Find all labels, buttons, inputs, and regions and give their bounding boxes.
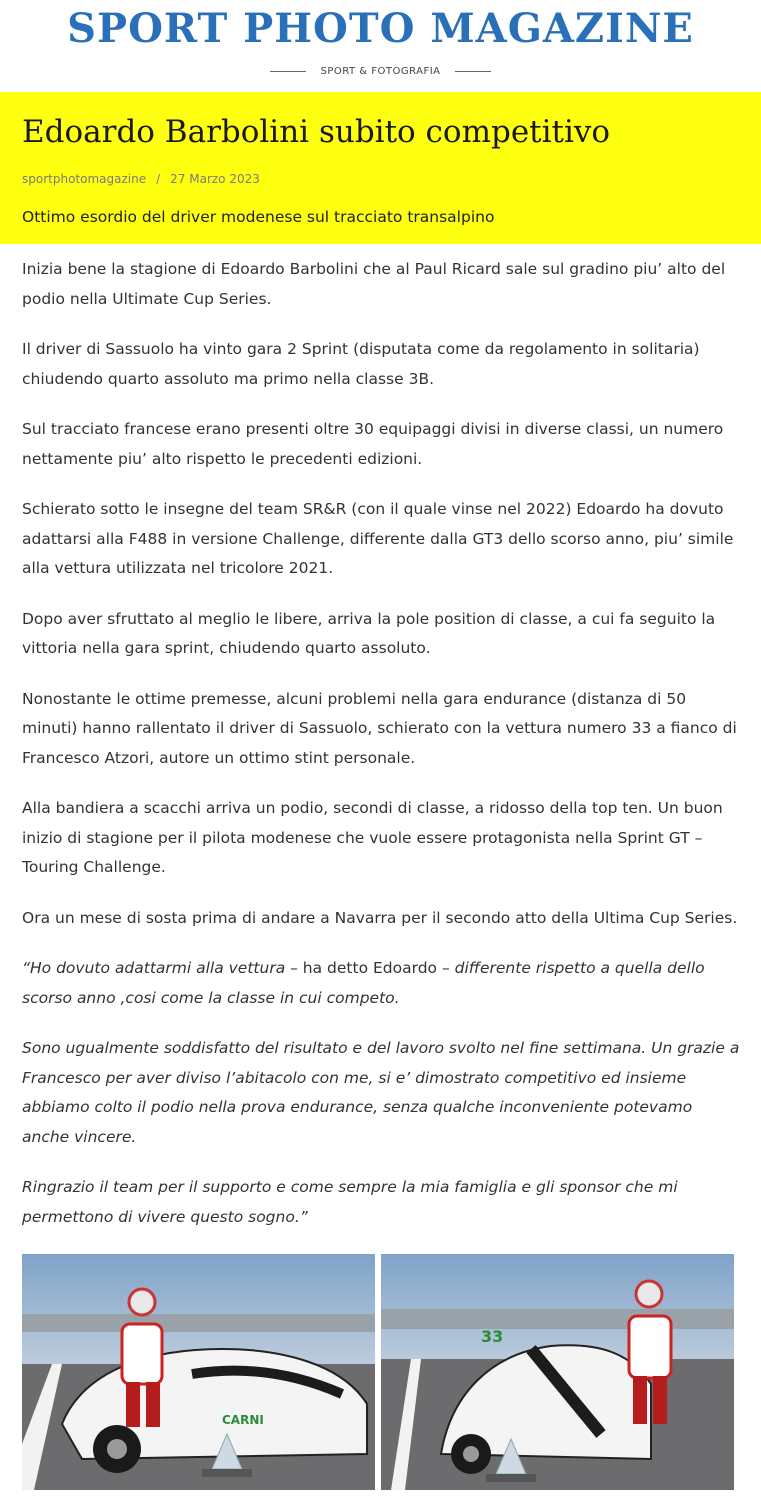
paragraph: Sul tracciato francese erano presenti oltre 30 equipaggi divisi in diverse classi, un numero nettamente piu’ alto rispetto le precedenti edizioni. xyxy=(22,420,724,468)
car-rim xyxy=(107,1439,127,1459)
article-subtitle: Ottimo esordio del driver modenese sul tracciato transalpino xyxy=(22,208,495,226)
tagline-divider-left xyxy=(270,71,306,72)
site-logo[interactable]: SPORT PHOTO MAGAZINE xyxy=(67,5,694,52)
podium-photo-right[interactable] xyxy=(381,1254,734,1490)
meta-separator: / xyxy=(156,172,161,186)
driver-leg xyxy=(633,1376,647,1424)
paragraph: Schierato sotto le insegne del team SR&R (con il quale vinse nel 2022) Edoardo ha dovuto adattarsi alla F488 in versione Challenge, differente dalla GT3 dello scorso anno, piu’ simile alla vettura utilizzata nel tricolore 2021. xyxy=(22,500,734,577)
paragraph: Nonostante le ottime premesse, alcuni problemi nella gara endurance (distanza di 50 minuti) hanno rallentato il driver di Sassuolo, schierato con la vettura numero 33 a fianco di Francesco Atzori, autore un ottimo stint personale. xyxy=(22,689,737,767)
quote-text: differente rispetto a quella dello scorso anno ,cosi come la classe in cui competo. xyxy=(22,959,705,1007)
article-body xyxy=(22,255,742,1253)
quote-paragraph: Ringrazio il team per il supporto e come sempre la mia famiglia e gli sponsor che mi permettono di vivere questo sogno.” xyxy=(22,1178,678,1226)
publish-date: 27 Marzo 2023 xyxy=(170,172,260,186)
driver-leg xyxy=(653,1376,667,1424)
trophy-base xyxy=(202,1469,252,1477)
quote-text: “Ho dovuto adattarmi alla vettura xyxy=(22,959,286,977)
article-meta xyxy=(22,172,260,186)
podium-photo-left[interactable] xyxy=(22,1254,375,1490)
paragraph: Alla bandiera a scacchi arriva un podio, secondi di classe, a ridosso della top ten. Un buon inizio di stagione per il pilota modenese che vuole essere protagonista nella Sprint GT – Touring Challenge. xyxy=(22,799,723,876)
trophy-base xyxy=(486,1474,536,1482)
driver-suit xyxy=(122,1324,162,1384)
paragraph: Dopo aver sfruttato al meglio le libere, arriva la pole position di classe, a cui fa seguito la vittoria nella gara sprint, chiudendo quarto assoluto. xyxy=(22,609,716,657)
car-number: 33 xyxy=(481,1327,504,1346)
paragraph: Ora un mese di sosta prima di andare a Navarra per il secondo atto della Ultima Cup Series. xyxy=(22,908,738,927)
photo-left-image xyxy=(22,1254,375,1490)
tagline-divider-right xyxy=(455,71,491,72)
pit-wall xyxy=(381,1309,734,1329)
driver-leg xyxy=(126,1382,140,1427)
quote-paragraph xyxy=(22,954,742,1013)
article-title: Edoardo Barbolini subito competitivo xyxy=(22,114,611,150)
paragraph: Inizia bene la stagione di Edoardo Barbolini che al Paul Ricard sale sul gradino piu’ alto del podio nella Ultimate Cup Series. xyxy=(22,260,726,308)
author-link[interactable]: sportphotomagazine xyxy=(22,172,147,186)
quote-paragraph: Sono ugualmente soddisfatto del risultato e del lavoro svolto nel fine settimana. Un grazie a Francesco per aver diviso l’abitacolo con me, si e’ dimostrato competitivo ed insieme abbiamo colto il podio nella prova endurance, senza qualche inconveniente potevamo anche vincere. xyxy=(22,1039,740,1146)
photo-gallery xyxy=(22,1254,734,1490)
driver-helmet xyxy=(129,1289,155,1315)
quote-attribution: – ha detto Edoardo – xyxy=(285,959,455,977)
paragraph: Il driver di Sassuolo ha vinto gara 2 Sprint (disputata come da regolamento in solitaria) chiudendo quarto assoluto ma primo nella classe 3B. xyxy=(22,340,700,388)
site-tagline: SPORT & FOTOGRAFIA xyxy=(320,66,441,77)
driver-leg xyxy=(146,1382,160,1427)
pit-wall xyxy=(22,1314,375,1332)
driver-helmet xyxy=(636,1281,662,1307)
driver-suit xyxy=(629,1316,671,1378)
tagline-row xyxy=(0,66,761,77)
car-livery-text: CARNI xyxy=(222,1413,264,1427)
site-header xyxy=(0,0,761,93)
car-rim xyxy=(463,1446,479,1462)
photo-right-image xyxy=(381,1254,734,1490)
